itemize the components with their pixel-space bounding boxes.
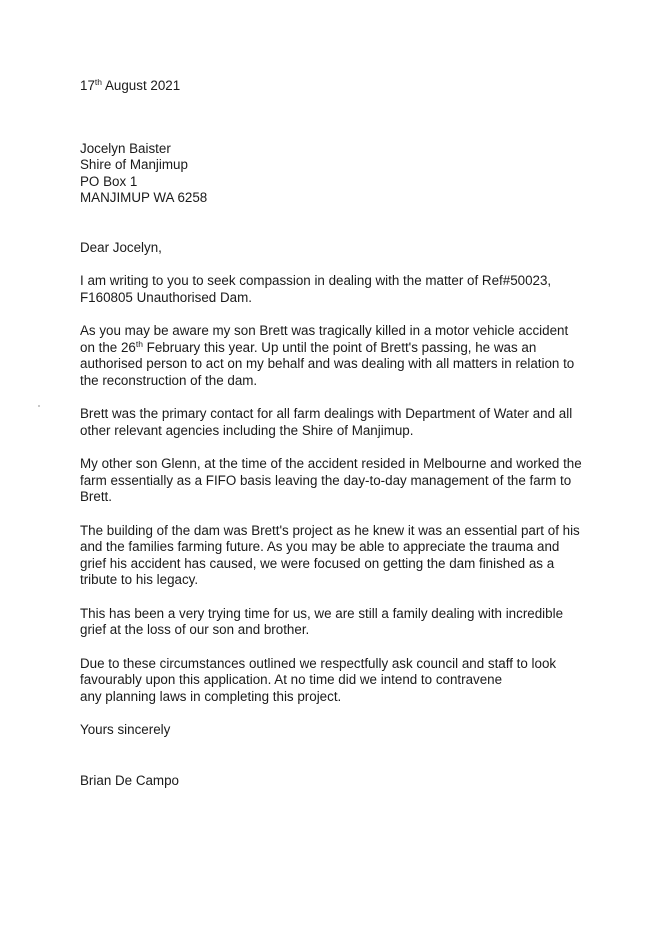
- paragraph-line: The building of the dam was Brett's project as he knew it was an essential part of his: [80, 522, 580, 538]
- recipient-locality: MANJIMUP WA 6258: [80, 190, 208, 205]
- paragraph-line: Due to these circumstances outlined we respectfully ask council and staff to look: [80, 655, 557, 671]
- recipient-address: [80, 141, 632, 207]
- paragraph-line: authorised person to act on my behalf and was dealing with all matters in relation to: [80, 356, 575, 371]
- paragraph-line: any planning laws in completing this project.: [80, 688, 342, 704]
- paragraph-line: Brett.: [80, 489, 112, 504]
- paragraph-line: As you may be aware my son Brett was tragically killed in a motor vehicle accident: [80, 323, 569, 338]
- paragraph-line: grief at the loss of our son and brother.: [80, 622, 310, 637]
- paragraph-line: F160805 Unauthorised Dam.: [80, 289, 252, 305]
- salutation: Dear Jocelyn,: [80, 239, 162, 255]
- closing: Yours sincerely: [80, 722, 171, 737]
- letter-date: 17th August 2021: [80, 77, 181, 93]
- letter-body: [80, 78, 632, 789]
- recipient-po-box: PO Box 1: [80, 173, 138, 189]
- paragraph-6: [80, 606, 632, 639]
- paragraph-line: Brett was the primary contact for all farm dealings with Department of Water and all: [80, 406, 573, 421]
- paragraph-7: [80, 656, 632, 706]
- paragraph-line: favourably upon this application. At no time did we intend to contravene: [80, 672, 503, 687]
- paragraph-1: [80, 273, 632, 306]
- recipient-name: Jocelyn Baister: [80, 140, 171, 156]
- paragraph-line: farm essentially as a FIFO basis leaving the day-to-day management of the farm to: [80, 472, 572, 488]
- paragraph-line: grief his accident has caused, we were focused on getting the dam finished as a: [80, 555, 555, 571]
- scan-speck: [38, 405, 40, 407]
- signatory-name: Brian De Campo: [80, 772, 179, 788]
- paragraph-line: This has been a very trying time for us, we are still a family dealing with incredible: [80, 605, 564, 621]
- paragraph-line: the reconstruction of the dam.: [80, 372, 258, 388]
- recipient-organisation: Shire of Manjimup: [80, 157, 188, 172]
- paragraph-5: [80, 523, 632, 589]
- paragraph-line: other relevant agencies including the Shire of Manjimup.: [80, 422, 414, 438]
- paragraph-4: [80, 456, 632, 506]
- paragraph-2: [80, 323, 632, 389]
- paragraph-3: [80, 406, 632, 439]
- paragraph-line: and the families farming future. As you may be able to appreciate the trauma and: [80, 539, 560, 554]
- paragraph-line: tribute to his legacy.: [80, 572, 199, 587]
- paragraph-line: My other son Glenn, at the time of the accident resided in Melbourne and worked the: [80, 456, 582, 471]
- paragraph-line: I am writing to you to seek compassion in dealing with the matter of Ref#50023,: [80, 273, 552, 288]
- paragraph-line: on the 26th February this year. Up until the point of Brett's passing, he was an: [80, 338, 537, 355]
